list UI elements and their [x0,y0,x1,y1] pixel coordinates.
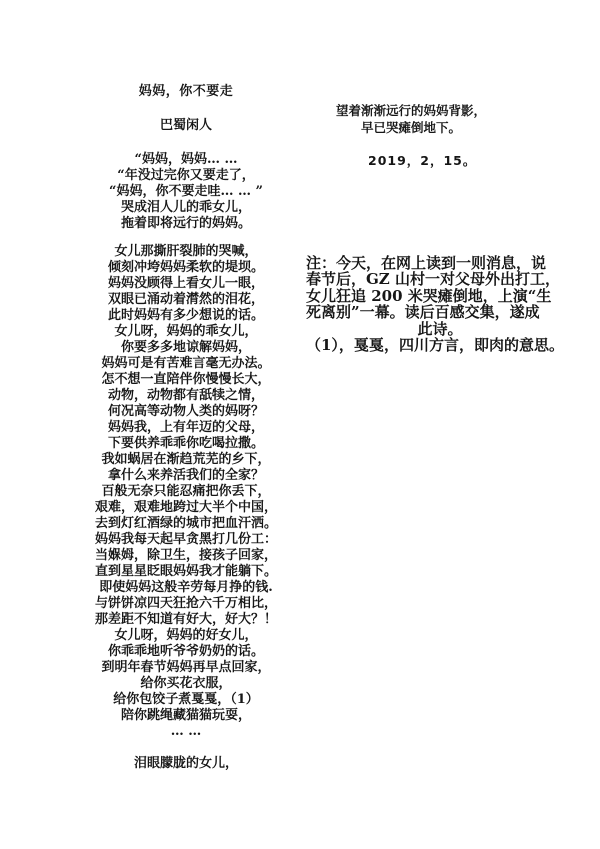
poem-ending [326,103,496,136]
poem-line: 那差距不知道有好大，好大？！ [94,612,277,627]
poem-line: 女儿呀，妈妈的好女儿， [114,628,258,643]
poem-author: 巴蜀闲人 [159,118,212,133]
poem-line: 何况高等动物人类的妈呀？ [107,404,264,419]
note-line: 女儿狂追 200 米哭瘫倒地，上演“生 [306,286,552,305]
note-footnote: （1），戛戛，四川方言，即肉的意思。 [306,336,564,355]
poem-line: 陪你跳绳藏猫猫玩耍， [120,708,251,723]
poem-line: 妈妈可是有苦难言毫无办法。 [101,356,271,371]
poem-stanza-1 [46,152,326,232]
note-line: 春节后，GZ 山村一对父母外出打工， [306,270,560,289]
poem-line: “年没过完你又要走了， [117,168,255,183]
poem-line: “妈妈，你不要走哇… … ” [108,184,263,199]
poem-line: 哭成泪人儿的乖女儿， [120,200,251,215]
poem-line: 早已哭瘫倒地下。 [360,119,461,135]
poem-line: 女儿呀，妈妈的乖女儿， [114,324,258,339]
poem-column [46,84,326,772]
poem-line: 艰难，艰难地跨过大半个中国， [94,500,277,515]
poem-line: 到明年春节妈妈再早点回家， [101,660,271,675]
poem-line: 直到星星眨眼妈妈我才能躺下。 [94,564,277,579]
note-line: 此诗。 [417,319,463,338]
poem-line: 此时妈妈有多少想说的话。 [107,308,264,323]
poem-line: 即使妈妈这般辛劳每月挣的钱. [99,580,273,595]
poem-line: 妈妈没顾得上看女儿一眼， [107,276,264,291]
poem-title: 妈妈，你不要走 [138,84,234,99]
poem-line: 倾刻冲垮妈妈柔软的堤坝。 [107,260,264,275]
poem-line: 怎不想一直陪伴你慢慢长大， [101,372,271,387]
poem-line: 女儿那撕肝裂肺的哭喊， [114,244,258,259]
poem-line: 我如蜗居在渐趋荒芜的乡下， [101,452,271,467]
poem-line: “妈妈，妈妈… … [134,152,238,167]
poem-line: 妈妈我，上有年迈的父母， [107,420,264,435]
poem-date: 2019，2，15。 [368,153,477,168]
poem-line: 当媬姆，除卫生，接孩子回家， [94,548,277,563]
poem-line: 拖着即将远行的妈妈。 [120,216,251,231]
note-block [306,255,574,353]
poem-closing-line: 泪眼朦胧的女儿， [133,756,238,771]
poem-line: 妈妈我每天起早贪黑打几份工： [94,532,277,547]
poem-line: 百般无奈只能忍痛把你丢下， [101,484,271,499]
note-line: 注：今天，在网上读到一则消息，说 [306,254,547,272]
poem-line: 望着渐渐远行的妈妈背影， [335,103,486,118]
poem-line: 给你包饺子煮戛戛，（1） [113,692,259,707]
poem-line: 动物，动物都有舐犊之情， [107,388,264,403]
poem-line: 拿什么来养活我们的全家？ [107,468,264,483]
poem-line: 你要多多地谅解妈妈， [120,340,251,355]
poem-line: 你乖乖地听爷爷奶奶的话。 [107,644,264,659]
poem-stanza-2 [46,244,326,740]
poem-line: 双眼已涌动着潸然的泪花， [107,292,264,307]
poem-line: … … [170,724,202,739]
poem-line: 下要供养乖乖你吃喝拉撒。 [107,436,264,451]
poem-line: 与饼饼凉四天狂抢六千万相比， [94,596,277,611]
note-line: 死离别”一幕。读后百感交集，遂成 [306,303,540,322]
poem-line: 给你买花衣服， [140,676,232,691]
poem-line: 去到灯红酒绿的城市把血汗洒。 [94,516,277,531]
